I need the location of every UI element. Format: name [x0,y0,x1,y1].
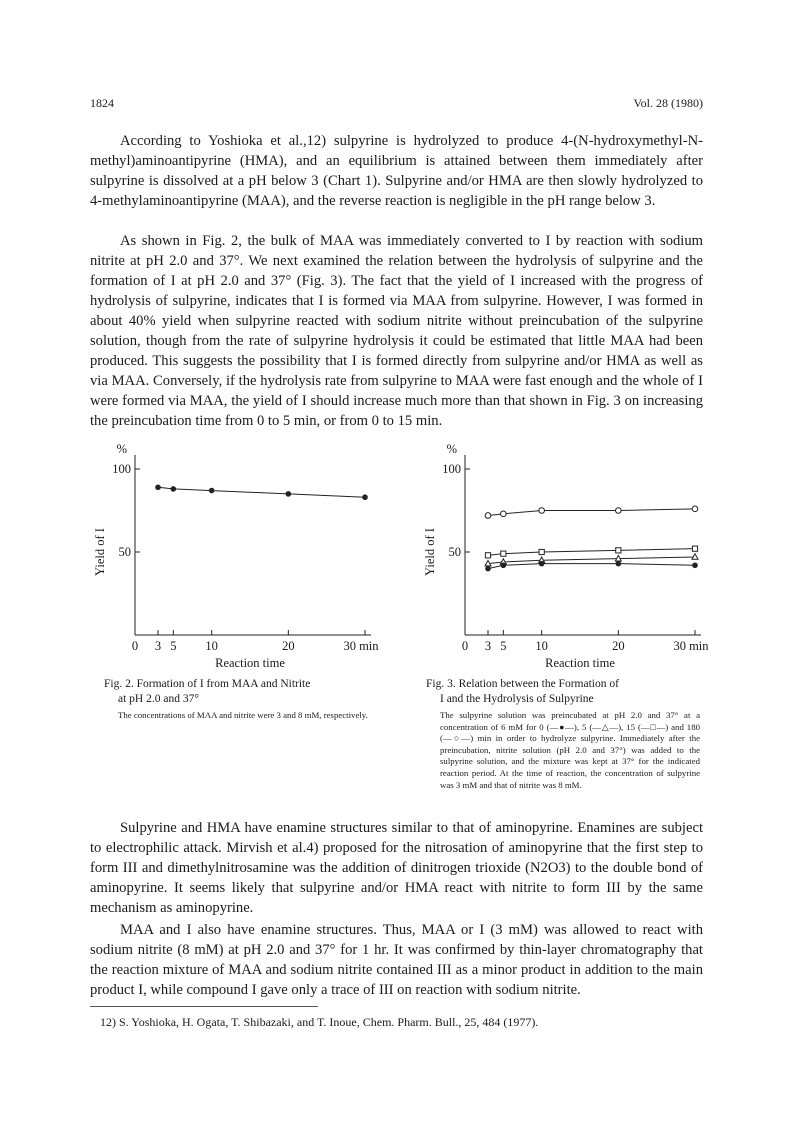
fig2-caption-title-1: Formation of I from MAA and Nitrite [136,678,311,690]
fig3-y-label: Yield of I [423,528,437,576]
fig3-caption-title-1: Relation between the Formation of [458,678,619,690]
fig3-y-tick-label: 100 [442,462,461,476]
fig3-series-4-line [488,564,695,569]
fig3-series-1-point [692,506,698,512]
footnote-rule [90,1006,318,1007]
fig3-y-tick-label: 50 [448,545,461,559]
fig3-series-2-point [616,548,621,553]
fig2-note: The concentrations of MAA and nitrite were 3 and 8 mM, respectively. [118,710,368,720]
fig2-series-1-line [158,487,365,497]
page-number: 1824 [90,96,114,110]
fig2-caption-title-2: at pH 2.0 and 37° [118,693,199,705]
fig3-x-tick-label: 0 [461,639,469,653]
fig3-x-tick-label: 5 [500,639,507,653]
fig2-caption-label: Fig. 2. [104,678,134,690]
fig2-x-tick-label: 3 [154,639,162,653]
fig3-note: The sulpyrine solution was preincubated at pH 2.0 and 37° at a concentration of 6 mM for 0 (—●—), 5 (—△—), 15 (—□—) and 180 (—○—) min in order to hydrolyze sulpyrine. Immediately after the preincubation, nitrite solution (pH 2.0 and 37°) was added to the sulpyrine solution, and the mixture was kept at 37° for the indicated reaction period. At the time of reaction, the concentration of sulpyrine was 3 mM and that of nitrite was 8 mM. [440,710,700,790]
paragraph-1: According to Yoshioka et al.,12) sulpyrine is hydrolyzed to produce 4-(N-hydroxymethyl-N-methyl)aminoantipyrine (HMA), and an equilibrium is attained between them immediately after sulpyrine is dissolved at a pH below 3 (Chart 1). Sulpyrine and/or HMA are then slowly hydrolyzed to 4-methylaminoantipyrine (MAA), and the reverse reaction is negligible in the pH range below 3. [90,133,703,209]
fig3-series-2-point [539,549,544,554]
fig2-x-tick-label: 30 min [343,639,379,653]
paragraph-2: As shown in Fig. 2, the bulk of MAA was immediately converted to I by reaction with sodium nitrite at pH 2.0 and 37°. We next examined the relation between the hydrolysis of sulpyrine and the formation of I at pH 2.0 and 37° (Fig. 3). The fact that the yield of I increased with the progress of hydrolysis of sulpyrine, indicates that I is formed via MAA from sulpyrine. However, I was formed in about 40% yield when sulpyrine reacted with sodium nitrite without preincubation of the sulpyrine solution, though from the rate of sulpyrine hydrolysis it could be estimated that little MAA had been produced. This suggests the possibility that I is formed directly from sulpyrine and/or HMA as well as via MAA. Conversely, if the hydrolysis rate from sulpyrine to MAA were fast enough and the whole of I were formed via MAA, the yield of I should increase much more than that shown in Fig. 3 on increasing the preincubation time from 0 to 5 min, or from 0 to 15 min. [90,233,703,429]
fig2-y-unit: % [116,442,127,456]
fig2-caption [104,677,376,722]
paragraph-4: MAA and I also have enamine structures. Thus, MAA or I (3 mM) was allowed to react with sodium nitrite (8 mM) at pH 2.0 and 37° for 1 hr. It was confirmed by thin-layer chromatography that the reaction mixture of MAA and sodium nitrite contained III as a minor product in addition to the main product I, while compound I gave only a trace of III on reaction with sodium nitrite. [90,922,703,998]
fig3-series-1-point [616,508,622,514]
fig3-series-1-point [485,513,491,519]
fig2-series-1-point [155,484,161,490]
fig3-series-4-point [692,562,698,568]
fig3-series-2-point [501,551,506,556]
fig3-y-unit: % [446,442,457,456]
fig3-series-4-point [539,561,545,567]
fig3-x-tick-label: 20 [612,639,625,653]
fig2-y-label: Yield of I [93,528,107,576]
fig2-x-tick-label: 10 [205,639,218,653]
journal-volume: Vol. 28 (1980) [633,96,703,110]
fig3-series-1-point [501,511,507,517]
fig3-series-4-point [616,561,622,567]
fig2-x-tick-label: 5 [170,639,177,653]
fig3-series-3-line [488,557,695,564]
fig2-series-1-point [209,488,215,494]
fig3-caption-title-2: I and the Hydrolysis of Sulpyrine [440,693,594,705]
fig2-x-tick-label: 20 [282,639,295,653]
fig2-x-label: Reaction time [215,656,285,670]
fig2-y-tick-label: 50 [118,545,131,559]
fig3-x-tick-label: 10 [535,639,548,653]
fig3-series-4-point [485,566,491,572]
fig2-series-1-point [286,491,292,497]
fig3-series-1-line [488,509,695,516]
fig3-series-2-line [488,549,695,556]
footnote-12: 12) S. Yoshioka, H. Ogata, T. Shibazaki, and T. Inoue, Chem. Pharm. Bull., 25, 484 (1977). [100,1015,539,1029]
fig3-series-2-point [485,553,490,558]
fig3-series-2-point [692,546,697,551]
fig3-caption-label: Fig. 3. [426,678,456,690]
paragraph-3: Sulpyrine and HMA have enamine structures similar to that of aminopyrine. Enamines are subject to electrophilic attack. Mirvish et al.4) proposed for the nitrosation of aminopyrine that the first step to form III and dimethylnitrosamine was the addition of dinitrogen trioxide (N2O3) to the double bond of aminopyrine. It seems likely that sulpyrine and/or HMA react with nitrite to form III by the same mechanism as aminopyrine. [90,820,703,916]
fig2-series-1-point [362,494,368,500]
fig2-chart [80,425,390,675]
fig3-chart [410,425,720,675]
fig2-series-1-point [171,486,177,492]
fig3-x-tick-label: 3 [484,639,492,653]
fig2-y-tick-label: 100 [112,462,131,476]
fig3-x-tick-label: 30 min [673,639,709,653]
fig2-x-tick-label: 0 [131,639,139,653]
fig3-series-4-point [501,562,507,568]
fig3-series-1-point [539,508,545,514]
fig3-caption [426,677,700,791]
fig3-x-label: Reaction time [545,656,615,670]
